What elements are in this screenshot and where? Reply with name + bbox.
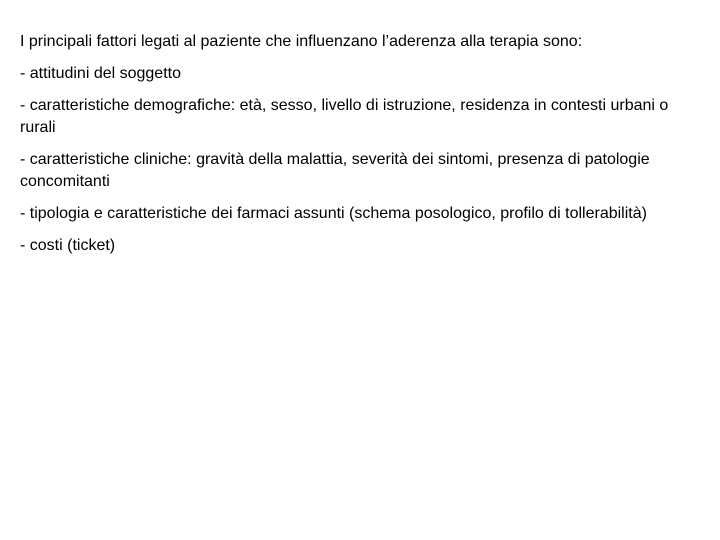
list-item: - costi (ticket) bbox=[20, 237, 116, 254]
list-item: - caratteristiche demografiche: età, sesso, livello di istruzione, residenza in contesti urbani o rurali bbox=[20, 97, 669, 136]
list-item: - tipologia e caratteristiche dei farmaci assunti (schema posologico, profilo di tollerabilità) bbox=[20, 205, 647, 222]
intro-text: I principali fattori legati al paziente che influenzano l’aderenza alla terapia sono: bbox=[20, 33, 583, 50]
slide-text-body bbox=[20, 31, 690, 267]
list-item: - caratteristiche cliniche: gravità della malattia, severità dei sintomi, presenza di patologie concomitanti bbox=[20, 151, 650, 190]
list-item: - attitudini del soggetto bbox=[20, 65, 181, 82]
